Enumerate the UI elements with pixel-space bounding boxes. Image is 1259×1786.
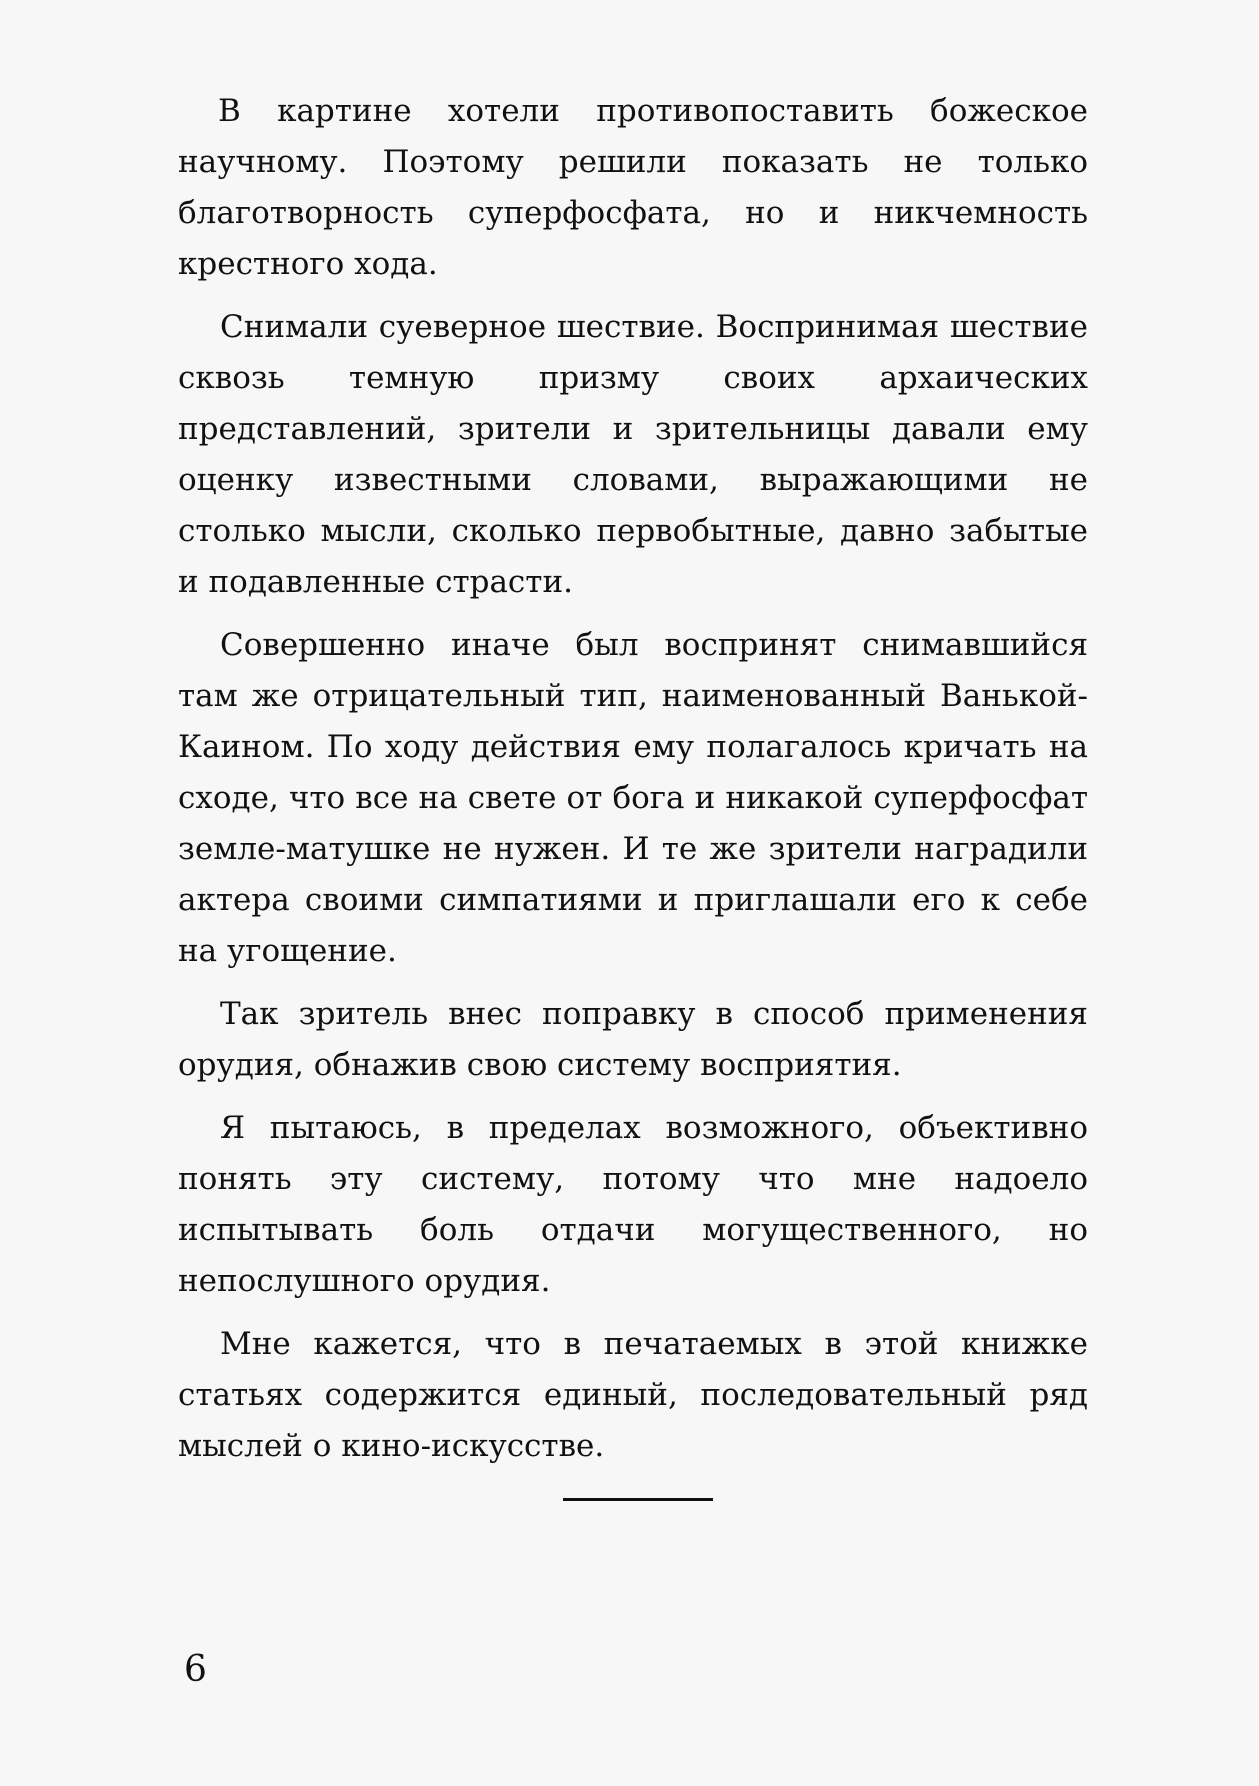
paragraph: Так зритель внес поправку в способ применения орудия, обнажив свою систему восприятия. (178, 996, 1088, 1083)
paragraph: Я пытаюсь, в пределах возможного, объективно понять эту систему, потому что мне надоело испытывать боль отдачи могущественного, но непослушного орудия. (178, 1110, 1088, 1299)
paragraph: В картине хотели противопоставить божеское научному. Поэтому решили показать не только благотворность суперфосфата, но и никчемность крестного хода. (178, 93, 1088, 282)
section-divider (563, 1498, 713, 1501)
paragraph: Совершенно иначе был воспринят снимавшийся там же отрицательный тип, наименованный Ванькой-Каином. По ходу действия ему полагалось кричать на сходе, что все на свете от бога и никакой суперфосфат земле-матушке не нужен. И те же зрители наградили актера своими симпатиями и приглашали его к себе на угощение. (178, 627, 1088, 969)
paragraph: Снимали суеверное шествие. Воспринимая шествие сквозь темную призму своих архаических представлений, зрители и зрительницы давали ему оценку известными словами, выражающими не столько мысли, сколько первобытные, давно забытые и подавленные страсти. (178, 309, 1088, 600)
paragraph: Мне кажется, что в печатаемых в этой книжке статьях содержится единый, последовательный ряд мыслей о кино-искусстве. (178, 1326, 1088, 1464)
page-number: 6 (184, 1649, 207, 1690)
body-text (178, 86, 1088, 1484)
